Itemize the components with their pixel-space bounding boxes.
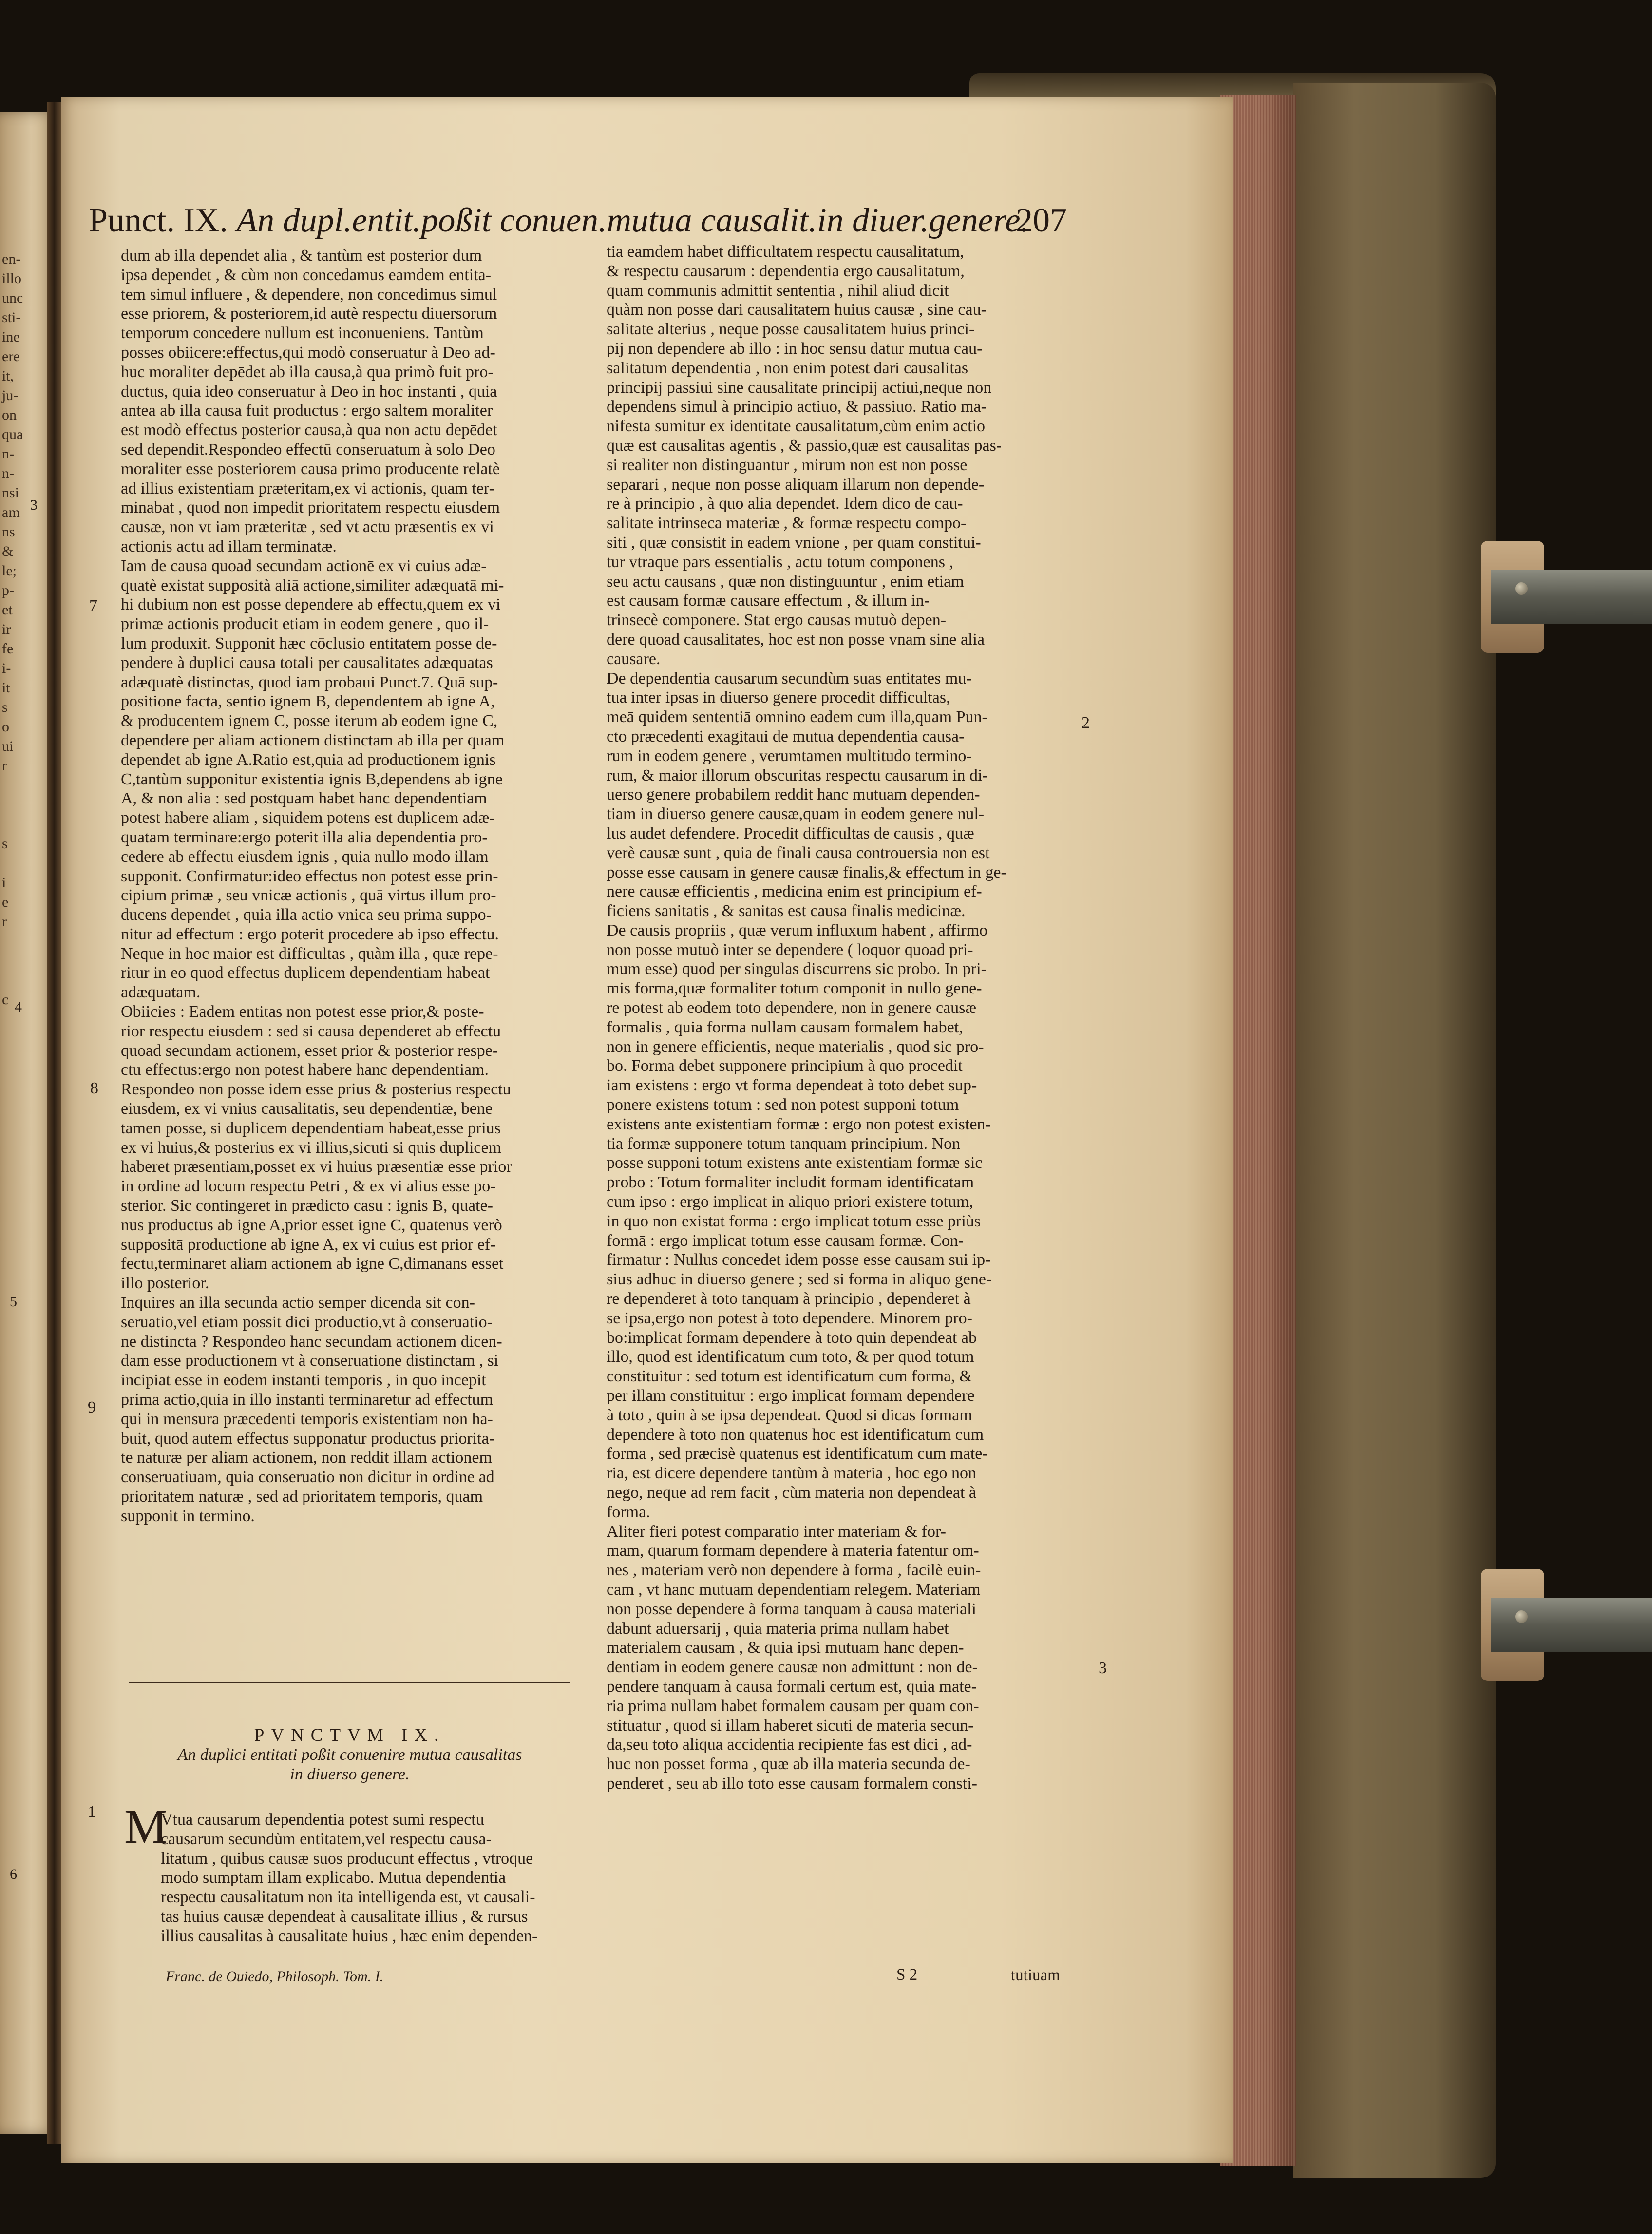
text-line: quæ est causalitas agentis , & passio,quæ est causalitas pas- bbox=[607, 436, 1002, 455]
facing-margin-mark: 5 bbox=[10, 1294, 17, 1310]
facing-page-fragment: qua bbox=[2, 426, 23, 442]
text-line: ria, est dicere dependere tantùm à materia , hoc ego non bbox=[607, 1464, 976, 1483]
text-line: se ipsa,ergo non potest à toto dependere. Minorem pro- bbox=[607, 1309, 972, 1327]
text-line: salitate alterius , neque posse causalitatem huius princi- bbox=[607, 320, 975, 339]
text-line: forma. bbox=[607, 1503, 650, 1521]
facing-page-fragment: nsi bbox=[2, 485, 19, 501]
text-line: separari , neque non posse aliquam illarum non depende- bbox=[607, 475, 985, 494]
text-line: adæquatam. bbox=[121, 983, 201, 1002]
text-line: dependens simul à principio actiuo, & passiuo. Ratio ma- bbox=[607, 398, 987, 416]
running-head-title: An dupl.entit.poßit conuen.mutua causalit.in diuer.genere. bbox=[236, 202, 1029, 239]
text-line: C,tantùm supponitur existentia ignis B,dependens ab igne bbox=[121, 770, 503, 788]
text-line: antea ab illa causa fuit productus : ergo saltem moraliter bbox=[121, 401, 493, 420]
margin-number-8: 8 bbox=[90, 1079, 98, 1097]
section-title: PVNCTVM IX. bbox=[254, 1726, 446, 1745]
facing-page-fragment: o bbox=[2, 719, 9, 735]
text-line: salitatum dependentia , non enim potest dari causalitas bbox=[607, 359, 968, 377]
text-line: pendere tanquam à causa formali certum est, quia mate- bbox=[607, 1677, 977, 1696]
text-line: illo posterior. bbox=[121, 1274, 209, 1293]
text-line: conseruatiuam, quia conseruatio non dicitur in ordine ad bbox=[121, 1468, 494, 1487]
section-subtitle-line-2: in diuerso genere. bbox=[290, 1765, 410, 1783]
text-line: causarum secundùm entitatem,vel respectu causa- bbox=[161, 1830, 492, 1848]
text-line: Aliter fieri potest comparatio inter materiam & for- bbox=[607, 1522, 946, 1541]
running-head bbox=[89, 194, 1067, 248]
facing-page-fragment: le; bbox=[2, 563, 17, 579]
text-line: respectu causalitatum non ita intelligenda est, vt causali- bbox=[161, 1888, 535, 1907]
book-cover-right bbox=[1293, 83, 1496, 2178]
text-line: per illam constituitur : ergo implicat formam dependere bbox=[607, 1387, 975, 1405]
text-line: ne distincta ? Respondeo hanc secundam actionem dicen- bbox=[121, 1332, 502, 1351]
text-line: cam , vt hanc mutuam dependentiam relegem. Materiam bbox=[607, 1580, 981, 1599]
catchword: tutiuam bbox=[1011, 1967, 1060, 1984]
text-line: nifesta sumitur ex identitate causalitatum,cùm enim actio bbox=[607, 417, 986, 436]
facing-page-fragment: unc bbox=[2, 290, 23, 306]
text-line: non posse mutuò inter se dependere ( loquor quoad pri- bbox=[607, 940, 973, 959]
text-line: est modò effectus posterior causa,à qua non actu depēdet bbox=[121, 421, 497, 439]
text-line: causare. bbox=[607, 649, 661, 668]
text-line: nitur ad effectum : ergo poterit procedere ab ipso effectu. bbox=[121, 925, 499, 943]
text-line: tua inter ipsas in diuerso genere procedit difficultas, bbox=[607, 688, 950, 707]
text-line: hi dubium non est posse dependere ab effectu,quem ex vi bbox=[121, 595, 501, 614]
section-rule bbox=[129, 1682, 570, 1683]
text-line: Inquires an illa secunda actio semper dicenda sit con- bbox=[121, 1294, 475, 1312]
text-line: moraliter esse posteriorem causa primo producente relatè bbox=[121, 459, 500, 478]
text-line: tem simul influere , & dependere, non concedimus simul bbox=[121, 285, 497, 304]
text-line: sius adhuc in diuerso genere ; sed si forma in aliquo gene- bbox=[607, 1270, 992, 1289]
facing-page-fragment: ir bbox=[2, 621, 11, 637]
facing-page-fragment: i bbox=[2, 875, 6, 891]
text-line: formalis , quia forma nullam causam formalem habet, bbox=[607, 1018, 963, 1036]
text-line: salitate intrinseca materiæ , & formæ respectu compo- bbox=[607, 514, 967, 533]
text-line: tamen posse, si duplicem dependentiam habeat,esse prius bbox=[121, 1119, 501, 1137]
text-line: existens ante existentiam formæ : ergo non potest existen- bbox=[607, 1115, 991, 1133]
text-line: & respectu causarum : dependentia ergo causalitatum, bbox=[607, 262, 965, 280]
text-line: uerso genere probabilem reddit hanc mutuam dependen- bbox=[607, 785, 980, 804]
text-line: fectu,terminaret aliam actionem ab igne C,dimanans esset bbox=[121, 1255, 504, 1273]
text-line: supponit in termino. bbox=[121, 1507, 255, 1525]
text-line: tia formæ supponere totum tanquam principium. Non bbox=[607, 1134, 961, 1153]
facing-page-fragment: illo bbox=[2, 270, 22, 286]
left-column-tail bbox=[161, 1810, 579, 1946]
facing-page-fragment: en- bbox=[2, 251, 21, 267]
text-line: dere quoad causalitates, hoc est non posse vnam sine alia bbox=[607, 630, 985, 649]
text-line: cipium primæ , seu vnicæ actionis , quā virtus illum pro- bbox=[121, 886, 496, 905]
facing-page-fragment: c bbox=[2, 992, 9, 1008]
facing-page-fragment: ju- bbox=[2, 387, 19, 403]
facing-page-fragment: ui bbox=[2, 738, 14, 754]
text-line: firmatur : Nullus concedet idem posse esse causam sui ip- bbox=[607, 1251, 991, 1269]
text-line: constituitur : sed totum est identificatum cum forma, & bbox=[607, 1367, 972, 1386]
text-line: seu actu causans , quæ non distinguuntur , enim etiam bbox=[607, 572, 964, 591]
text-line: Iam de causa quoad secundam actionē ex vi cuius adæ- bbox=[121, 556, 487, 575]
text-line: da,seu toto aliqua accidentia recipiente fas est dici , ad- bbox=[607, 1736, 972, 1754]
text-line: actionis actu ad illam terminatæ. bbox=[121, 537, 337, 555]
clasp-rivet bbox=[1515, 582, 1528, 595]
text-line: illius causalitas à causalitate huius , hæc enim dependen- bbox=[161, 1927, 538, 1945]
text-line: A, & non alia : sed postquam habet hanc dependentiam bbox=[121, 789, 487, 808]
text-line: quatam terminare:ergo poterit illa alia dependentia pro- bbox=[121, 828, 488, 846]
text-line: siti , quæ consistit in eadem vnione , per quam constitui- bbox=[607, 533, 981, 552]
text-line: quàm non posse dari causalitatem huius causæ , sine cau- bbox=[607, 301, 987, 319]
text-line: suppositā productione ab igne A, ex vi cuius est prior ef- bbox=[121, 1235, 496, 1254]
text-line: ad illius existentiam præteritam,ex vi actionis, quam ter- bbox=[121, 479, 494, 497]
text-line: re dependeret à toto tanquam à principio , dependeret à bbox=[607, 1290, 971, 1308]
text-line: ria prima nullam habet formalem causam per quam con- bbox=[607, 1697, 979, 1715]
text-line: & producentem ignem C, posse iterum ab eodem igne C, bbox=[121, 712, 498, 730]
text-line: ex vi huius,& posterius ex vi illius,sicuti si quis duplicem bbox=[121, 1138, 502, 1157]
text-line: penderet , seu ab illo toto esse causam formalem consti- bbox=[607, 1774, 977, 1793]
facing-page-fragment: n- bbox=[2, 446, 14, 462]
text-line: incipiat esse in eodem instanti temporis , in quo incepit bbox=[121, 1371, 486, 1390]
text-line: dentiam in eodem genere causæ non admittunt : non de- bbox=[607, 1658, 978, 1677]
text-line: bo:implicat formam dependere à toto quin dependeat ab bbox=[607, 1328, 977, 1347]
text-line: rum, & maior illorum obscuritas respectu causarum in di- bbox=[607, 766, 988, 784]
text-line: Vtua causarum dependentia potest sumi respectu bbox=[161, 1811, 484, 1829]
text-line: ponere existens totum : sed non potest supponi totum bbox=[607, 1096, 959, 1114]
text-line: ficiens sanitatis , & sanitas est causa finalis medicinæ. bbox=[607, 902, 966, 920]
text-line: huc moraliter depēdet ab illa causa,à qua primò fuit pro- bbox=[121, 363, 494, 381]
text-line: tas huius causæ dependeat à causalitate illius , & rursus bbox=[161, 1907, 528, 1926]
text-line: dependere à toto non quatenus hoc est identificatum cum bbox=[607, 1425, 984, 1444]
text-line: meā quidem sententiā omnino eadem cum illa,quam Pun- bbox=[607, 708, 987, 726]
text-line: tur vtraque pars essentialis , actu totum componens , bbox=[607, 553, 953, 571]
section-heading bbox=[121, 1726, 579, 1784]
text-line: sed dependit.Respondeo effectū conseruatum à solo Deo bbox=[121, 440, 495, 458]
text-line: in ordine ad locum respectu Petri , & ex vi alius esse po- bbox=[121, 1177, 496, 1196]
text-line: à toto , quin à se ipsa dependeat. Quod si dicas formam bbox=[607, 1406, 972, 1424]
facing-margin-mark: 4 bbox=[15, 999, 22, 1015]
facing-page-fragment: it bbox=[2, 680, 10, 696]
facing-page-fragment: am bbox=[2, 504, 20, 520]
facing-page-fragment: it, bbox=[2, 368, 14, 384]
text-line: mum esse) quod per singulas discurrens sic probo. In pri- bbox=[607, 960, 987, 978]
text-line: potest habere aliam , siquidem potens est duplicem adæ- bbox=[121, 809, 495, 827]
text-line: probo : Totum formaliter includit formam identificatam bbox=[607, 1173, 974, 1192]
text-line: iam existens : ergo vt forma dependeat à toto debet sup- bbox=[607, 1076, 977, 1095]
text-line: dam esse productionem vt à conseruatione distinctam , si bbox=[121, 1352, 499, 1370]
text-line: ductus, quia ideo conseruatur à Deo in hoc instanti , quia bbox=[121, 382, 497, 401]
text-line: prima actio,quia in illo instanti terminaretur ad effectum bbox=[121, 1391, 494, 1409]
text-line: primæ actionis producit etiam in eodem genere , quo il- bbox=[121, 615, 489, 633]
facing-margin-mark: 3 bbox=[30, 497, 38, 513]
text-line: positione facta, sentio ignem B, dependentem ab igne A, bbox=[121, 692, 495, 711]
text-line: cum ipso : ergo implicat in aliquo priori existere totum, bbox=[607, 1193, 973, 1211]
text-line: verè causæ sunt , quia de finali causa controuersia non est bbox=[607, 843, 990, 862]
text-line: te naturæ per aliam actionem, non reddit illam actionem bbox=[121, 1449, 492, 1467]
facing-page-fragment: ine bbox=[2, 329, 20, 345]
text-line: ctu effectus:ergo non potest habere hanc dependentiam. bbox=[121, 1061, 489, 1079]
margin-number-2: 2 bbox=[1082, 714, 1090, 732]
text-line: posses obiicere:effectus,qui modò conseruatur à Deo ad- bbox=[121, 343, 495, 362]
text-line: principij passiui sine causalitate principij actiui,neque non bbox=[607, 378, 992, 397]
text-line: esse priorem, & posteriorem,id autè respectu diuersorum bbox=[121, 305, 497, 323]
facing-page-fragment: i- bbox=[2, 660, 11, 676]
text-line: modo sumptam illam explicabo. Mutua dependentia bbox=[161, 1869, 506, 1887]
text-line: dependet ab igne A.Ratio est,quia ad productionem ignis bbox=[121, 750, 496, 769]
text-line: pendere à duplici causa totali per causalitates adæquatas bbox=[121, 653, 493, 672]
text-line: ipsa dependet , & cùm non concedamus eamdem entita- bbox=[121, 266, 492, 284]
text-line: sterior. Sic contingeret in prædicto casu : ignis B, quate- bbox=[121, 1197, 493, 1215]
text-line: pij non dependere ab illo : in hoc sensu datur mutua cau- bbox=[607, 339, 983, 358]
lower-clasp bbox=[1481, 1569, 1652, 1681]
text-line: De dependentia causarum secundùm suas entitates mu- bbox=[607, 669, 972, 687]
text-line: temporum concedere nullum est inconueniens. Tantùm bbox=[121, 324, 484, 343]
text-line: ducens dependet , quia illa actio vnica seu prima suppo- bbox=[121, 906, 492, 924]
upper-clasp bbox=[1481, 541, 1652, 653]
text-line: ritur in eo quod effectus duplicem dependentiam habeat bbox=[121, 964, 490, 982]
text-line: quatè existat supposità aliā actione,similiter adæquatā mi- bbox=[121, 576, 504, 594]
text-line: buit, quod autem effectus supponatur productus priorita- bbox=[121, 1429, 495, 1448]
text-line: eiusdem, ex vi vnius causalitatis, seu dependentiæ, bene bbox=[121, 1100, 493, 1118]
signature-mark: S 2 bbox=[896, 1966, 918, 1984]
text-line: rum in eodem genere , verumtamen multitudo termino- bbox=[607, 746, 972, 765]
text-line: De causis propriis , quæ verum influxum habent , affirmo bbox=[607, 921, 988, 939]
text-line: nere causæ efficientis , medicina enim est principium ef- bbox=[607, 882, 982, 901]
text-line: Neque in hoc maior est difficultas , quàm illa , quæ repe- bbox=[121, 944, 498, 963]
facing-page-fragment: s bbox=[2, 699, 8, 715]
footer-author: Franc. de Ouiedo, Philosoph. Tom. I. bbox=[166, 1968, 384, 1985]
text-line: cto præcedenti exagitaui de mutua dependentia causa- bbox=[607, 727, 965, 745]
facing-page-fragment: et bbox=[2, 602, 13, 618]
text-line: posse esse causam in genere causæ finalis,& effectum in ge- bbox=[607, 863, 1006, 881]
facing-page-fragment: fe bbox=[2, 641, 14, 657]
drop-cap: M bbox=[124, 1799, 168, 1853]
text-line: quoad secundam actionem, esset prior & posterior respe- bbox=[121, 1041, 498, 1060]
text-line: bo. Forma debet supponere principium à quo procedit bbox=[607, 1057, 963, 1075]
text-line: haberet præsentiam,posset ex vi huius præsentiæ esse prior bbox=[121, 1158, 512, 1176]
facing-page-fragment: e bbox=[2, 894, 9, 910]
facing-page-fragment: s bbox=[2, 836, 8, 852]
facing-page-fragment: on bbox=[2, 407, 17, 423]
text-line: nes , materiam verò non dependere à forma , facilè euin- bbox=[607, 1561, 981, 1580]
right-column bbox=[607, 242, 1072, 1794]
left-column bbox=[121, 246, 579, 1526]
text-line: trinsecè componere. Stat ergo causas mutuò depen- bbox=[607, 611, 947, 630]
text-line: lum produxit. Supponit hæc cōclusio entitatem posse de- bbox=[121, 634, 497, 652]
text-line: stituatur , quod si illam haberet sicuti de materia secun- bbox=[607, 1716, 974, 1735]
text-line: dabunt aduersarij , quia materia prima nullam habet bbox=[607, 1619, 949, 1638]
text-line: non posse dependere à forma tanquam à causa materiali bbox=[607, 1600, 977, 1618]
text-line: tiam in diuerso genere causæ,quam in eodem genere nul- bbox=[607, 805, 985, 823]
folio-number: 207 bbox=[1016, 202, 1067, 239]
text-line: huc non posset forma , quæ ab illa materia secunda de- bbox=[607, 1755, 970, 1774]
text-line: Obiicies : Eadem entitas non potest esse prior,& poste- bbox=[121, 1003, 484, 1021]
facing-page-fragment: r bbox=[2, 758, 7, 774]
text-line: qui in mensura præcedenti temporis existentiam non ha- bbox=[121, 1410, 493, 1428]
facing-page-fragment: r bbox=[2, 914, 7, 930]
facing-page-fragment: ns bbox=[2, 524, 15, 540]
facing-page-fragment: & bbox=[2, 543, 14, 559]
text-line: re à principio , à quo alia dependet. Idem dico de cau- bbox=[607, 495, 963, 513]
text-line: supponit. Confirmatur:ideo effectus non potest esse prin- bbox=[121, 867, 498, 885]
facing-page-fragment: n- bbox=[2, 465, 14, 481]
clasp-rivet bbox=[1515, 1610, 1528, 1623]
text-line: est causam formæ causare effectum , & illum in- bbox=[607, 592, 930, 610]
clasp-metal bbox=[1491, 1598, 1652, 1652]
text-line: formā : ergo implicat totum esse causam formæ. Con- bbox=[607, 1231, 964, 1250]
facing-page-fragment: ere bbox=[2, 348, 20, 364]
text-line: adæquatè distinctas, quod iam probaui Punct.7. Quā sup- bbox=[121, 673, 498, 691]
text-line: rior respectu eiusdem : sed si causa dependeret ab effectu bbox=[121, 1022, 501, 1040]
text-line: nus productus ab igne A,prior esset igne C, quatenus verò bbox=[121, 1216, 502, 1234]
text-line: in quo non existat forma : ergo implicat totum esse priùs bbox=[607, 1212, 981, 1230]
margin-number-1: 1 bbox=[88, 1803, 96, 1821]
text-line: lus audet defendere. Procedit difficultas de causis , quæ bbox=[607, 824, 974, 842]
text-line: materialem causam , & quia ipsi mutuam hanc depen- bbox=[607, 1639, 964, 1657]
text-line: mis forma,quæ formaliter totum componit in nullo gene- bbox=[607, 979, 982, 998]
text-line: cedere ab effectu eiusdem ignis , quia nullo modo illam bbox=[121, 847, 489, 866]
text-line: nego, neque ad rem facit , cùm materia non dependeat à bbox=[607, 1484, 976, 1502]
text-line: Respondeo non posse idem esse prius & posterius respectu bbox=[121, 1080, 511, 1099]
section-subtitle-line-1: An duplici entitati poßit conuenire mutua causalitas bbox=[177, 1745, 522, 1764]
facing-margin-mark: 6 bbox=[10, 1866, 17, 1882]
text-line: si realiter non distinguantur , mirum non est non posse bbox=[607, 456, 968, 474]
text-line: re potest ab eodem toto dependere, non in genere causæ bbox=[607, 999, 977, 1017]
text-line: forma , sed præcisè quatenus est identificatum cum mate- bbox=[607, 1445, 988, 1463]
text-line: dum ab illa dependet alia , & tantùm est posterior dum bbox=[121, 247, 482, 265]
text-line: litatum , quibus causæ suos producunt effectus , vtroque bbox=[161, 1849, 533, 1868]
facing-page-fragment: sti- bbox=[2, 309, 21, 325]
text-line: tia eamdem habet difficultatem respectu causalitatum, bbox=[607, 243, 964, 261]
margin-number-3: 3 bbox=[1099, 1659, 1107, 1677]
margin-number-9: 9 bbox=[88, 1398, 96, 1416]
text-line: seruatio,vel etiam possit dici productio,vt à conseruatio- bbox=[121, 1313, 493, 1331]
text-line: dependere per aliam actionem distinctam ab illa per quam bbox=[121, 731, 505, 749]
text-line: prioritatem naturæ , sed ad prioritatem temporis, quam bbox=[121, 1488, 483, 1506]
text-line: illo, quod est identificatum cum toto, & per quod totum bbox=[607, 1348, 974, 1366]
text-line: quam communis admittit sententia , nihil aliud dicit bbox=[607, 281, 949, 300]
text-line: causæ, non vt iam præteritæ , sed vt actu præsentis ex vi bbox=[121, 518, 494, 536]
clasp-metal bbox=[1491, 570, 1652, 624]
text-line: non in genere efficientis, neque materialis , quod sic pro- bbox=[607, 1037, 984, 1056]
running-head-punct: Punct. IX. bbox=[89, 202, 228, 239]
margin-number-7: 7 bbox=[89, 597, 97, 615]
text-line: posse supponi totum existens ante existentiam formæ sic bbox=[607, 1154, 983, 1172]
facing-page-fragment: p- bbox=[2, 582, 14, 598]
text-line: minabat , quod non impedit prioritatem respectu eiusdem bbox=[121, 498, 500, 517]
text-line: mam, quarum formam dependere à materia fatentur om- bbox=[607, 1542, 979, 1560]
